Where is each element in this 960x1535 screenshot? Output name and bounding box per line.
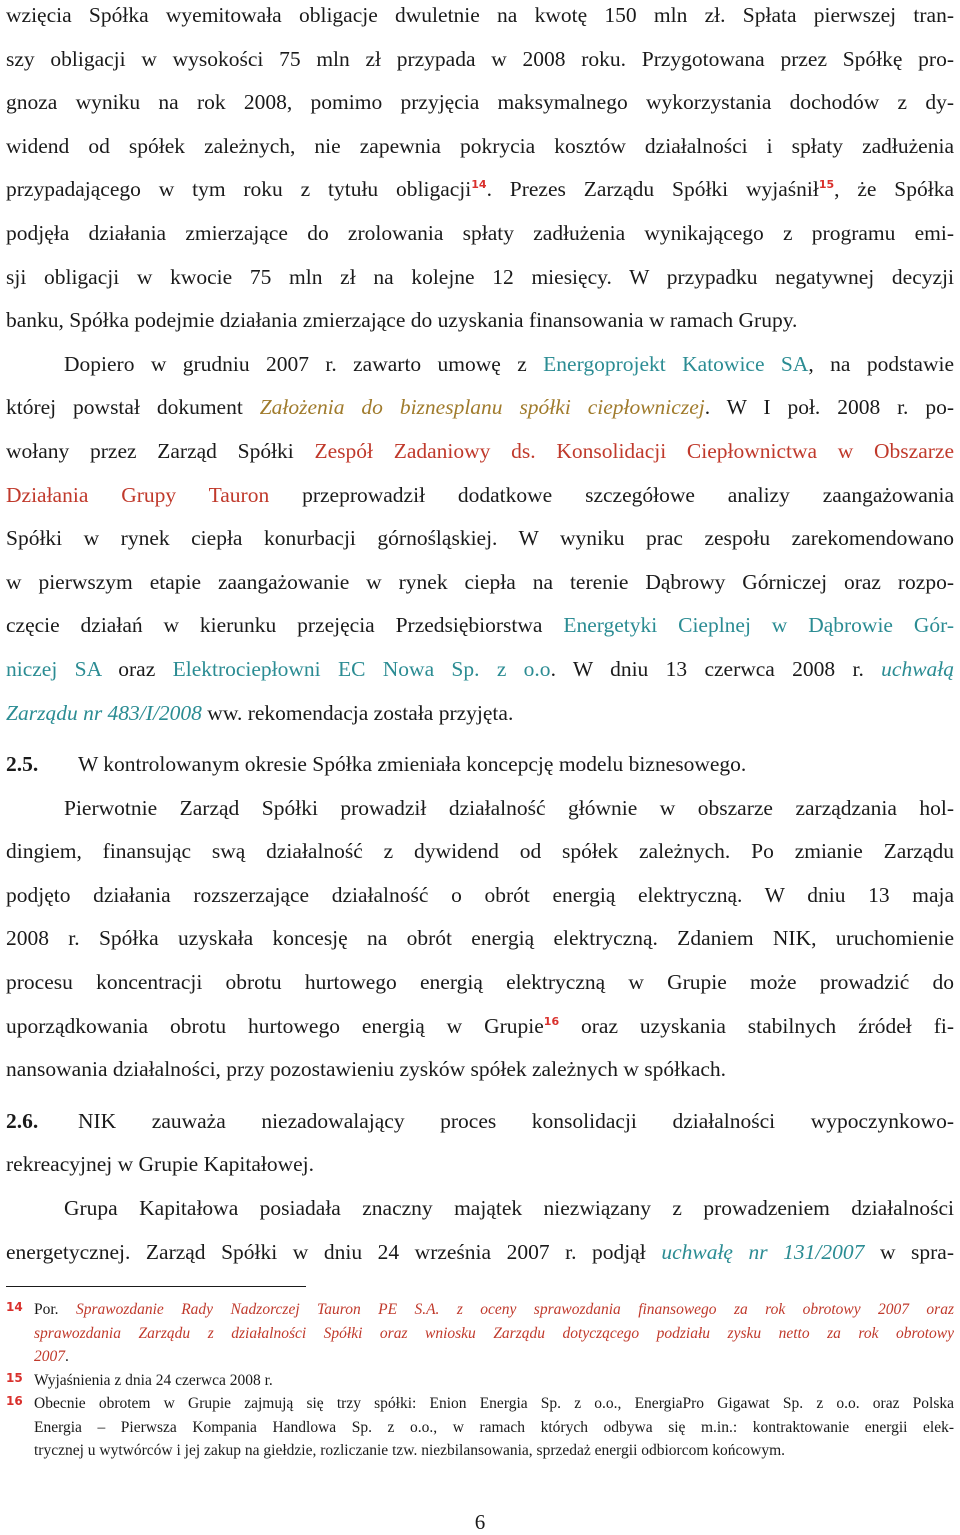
footnote-ref-16[interactable]: 16	[543, 1014, 560, 1028]
section-heading-2-6	[6, 1100, 954, 1187]
text-line	[34, 1345, 954, 1369]
footnotes	[6, 1298, 954, 1463]
link-tauron-group[interactable]: Działania Grupy Tauron	[6, 482, 270, 507]
footnote-number: 15	[6, 1370, 23, 1385]
link-resolution-131[interactable]: uchwałę nr 131/2007	[661, 1239, 865, 1264]
footnote-ref-14[interactable]: 14	[471, 178, 487, 192]
section-number: 2.6.	[6, 1108, 39, 1133]
link-ec-nowa[interactable]: Elektrociepłowni EC Nowa Sp. z o.o	[172, 656, 551, 681]
text-line	[6, 1231, 954, 1275]
text-fragment: której powstał dokument	[6, 395, 260, 420]
text-line	[6, 386, 954, 430]
text-line: Energia – Pierwsza Kompania Handlowa Sp. z o.o., w ramach których odbywa się m.in.: kontraktowanie energii elek-	[34, 1418, 954, 1436]
text-line: widend od spółek zależnych, nie zapewnia pokrycia kosztów działalności i spłaty zadłużenia	[6, 133, 954, 158]
text-fragment: w spra-	[864, 1239, 954, 1264]
footnote-ref-15[interactable]: 15	[818, 178, 835, 192]
link-pec-dabrowa[interactable]: Energetyki Cieplnej w Dąbrowie Gór-	[563, 613, 954, 638]
document-page	[6, 0, 954, 1274]
text-fragment	[536, 439, 557, 463]
text-line: Spółki w rynek ciepła konurbacji górnośląskiej. W wyniku prac zespołu zarekomendowano	[6, 526, 954, 551]
text-line: sji obligacji w kwocie 75 mln zł na kolejne 12 miesięcy. W przypadku negatywnej decyzji	[6, 264, 954, 289]
paragraph-assets	[6, 1187, 954, 1274]
text-line: Wyjaśnienia z dnia 24 czerwca 2008 r.	[34, 1371, 273, 1389]
text-line	[6, 430, 954, 474]
footnote-number: 16	[6, 1394, 23, 1408]
link-consolidation[interactable]: Konsolidacji Ciepłownictwa w Obszarze	[556, 438, 955, 463]
link-pec-dabrowa-cont[interactable]: niczej SA	[6, 656, 101, 681]
text-line: szy obligacji w wysokości 75 mln zł przypada w 2008 roku. Przygotowana przez Spółkę pro-	[6, 46, 954, 71]
text-fragment: . W I poł. 2008 r. po-	[704, 395, 954, 420]
text-fragment: oraz	[100, 656, 173, 681]
text-fragment: .	[65, 1348, 69, 1365]
footnote-16	[6, 1392, 954, 1463]
text-line: trycznej u wytwórców i jej zakup na giełdzie, rozliczanie tzw. niezbilansowania, sprzedaż energii odbiorcom końcowym.	[34, 1442, 786, 1459]
link-supervisory-report-end[interactable]: 2007	[34, 1348, 65, 1365]
text-line: Obecnie obrotem w Grupie zajmują się trzy spółki: Enion Energia Sp. z o.o., EnergiaPro Gigawat Sp. z o.o. oraz Polska	[34, 1395, 954, 1412]
text-line	[6, 343, 954, 387]
text-line: nansowania działalności, przy pozostawieniu zysków spółek zależnych w spółkach.	[6, 1057, 727, 1082]
text-line: podjęto działania rozszerzające działalność o obrót energią elektryczną. W dniu 13 maja	[6, 882, 954, 907]
text-line: banku, Spółka podejmie działania zmierzające do uzyskania finansowania w ramach Grupy.	[6, 308, 798, 333]
link-supervisory-report[interactable]: Sprawozdanie Rady Nadzorczej Tauron PE S.A. z oceny sprawozdania finansowego za rok obrotowy 2007 oraz	[75, 1301, 954, 1318]
section-heading-2-5	[6, 743, 954, 787]
section-title: W kontrolowanym okresie Spółka zmieniała koncepcję modelu biznesowego.	[78, 752, 747, 777]
text-fragment: energetycznej. Zarząd Spółki w dniu 24 września 2007 r. podjął	[6, 1239, 662, 1264]
text-fragment: , że Spółka	[834, 177, 955, 202]
link-energoprojekt[interactable]: Energoprojekt Katowice SA	[543, 351, 809, 376]
text-fragment: Dopiero w grudniu 2007 r. zawarto umowę z	[64, 351, 544, 376]
text-fragment: przypadającego w tym roku z tytułu obligacji	[6, 177, 472, 202]
text-line	[6, 168, 954, 212]
footnote-separator	[6, 1286, 306, 1287]
text-line	[34, 1322, 954, 1346]
page-number: 6	[474, 1510, 486, 1534]
section-title: NIK zauważa niezadowalający proces konsolidacji działalności wypoczynkowo-	[78, 1108, 954, 1133]
text-line: wzięcia Spółka wyemitowała obligacje dwuletnie na kwotę 150 mln zł. Spłata pierwszej tran-	[6, 3, 954, 27]
paragraph-bonds	[6, 0, 954, 343]
text-fragment: Por.	[34, 1301, 76, 1318]
text-fragment: . W dniu 13 czerwca 2008 r.	[550, 656, 882, 681]
text-fragment: ww. rekomendacja została przyjęta.	[201, 700, 514, 725]
footnote-number: 14	[6, 1300, 23, 1314]
section-number: 2.5.	[6, 752, 39, 777]
text-line: Grupa Kapitałowa posiadała znaczny majątek niezwiązany z prowadzeniem działalności	[64, 1196, 954, 1221]
paragraph-business-model	[6, 787, 954, 1092]
link-supervisory-report-cont[interactable]: sprawozdania Zarządu z działalności Spółki oraz wniosku Zarządu dotyczącego podziału zysku netto za rok obrotowy	[34, 1324, 954, 1342]
footnote-15	[6, 1369, 954, 1393]
text-fragment: oraz uzyskania stabilnych źródeł fi-	[559, 1013, 954, 1038]
text-line: 2008 r. Spółka uzyskała koncesję na obrót energią elektryczną. Zdaniem NIK, uruchomienie	[6, 926, 954, 951]
text-line	[6, 1100, 954, 1144]
text-line: dingiem, finansując swą działalność z dywidend od spółek zależnych. Po zmianie Zarządu	[6, 839, 954, 864]
text-fragment: uporządkowania obrotu hurtowego energią w Grupie	[6, 1013, 544, 1038]
text-line: procesu koncentracji obrotu hurtowego energią elektryczną w Grupie może prowadzić do	[6, 970, 954, 995]
text-fragment: . Prezes Zarządu Spółki wyjaśnił	[486, 177, 819, 202]
text-line	[6, 648, 954, 692]
text-fragment: przeprowadził dodatkowe szczegółowe analizy zaangażowania	[269, 482, 954, 507]
text-fragment: częcie działań w kierunku przejęcia Przedsiębiorstwa	[6, 613, 564, 638]
text-line	[6, 604, 954, 648]
text-line	[6, 692, 954, 736]
link-resolution-483-cont[interactable]: Zarządu nr 483/I/2008	[6, 700, 202, 725]
text-fragment: , na podstawie	[808, 351, 954, 376]
text-line: Pierwotnie Zarząd Spółki prowadził działalność głównie w obszarze zarządzania hol-	[64, 795, 954, 820]
link-task-team[interactable]: Zespół Zadaniowy ds.	[314, 438, 536, 463]
text-line	[34, 1298, 954, 1322]
text-line: gnoza wyniku na rok 2008, pomimo przyjęcia maksymalnego wykorzystania dochodów z dy-	[6, 90, 954, 115]
text-fragment: wołany przez Zarząd Spółki	[6, 438, 315, 463]
link-business-plan[interactable]: Założenia do biznesplanu spółki ciepłowniczej	[259, 395, 705, 420]
text-line: podjęła działania zmierzające do zrolowania spłaty zadłużenia wynikającego z programu emi-	[6, 220, 954, 245]
footnote-14	[6, 1298, 954, 1369]
text-line	[6, 474, 954, 518]
paragraph-heat-market	[6, 343, 954, 735]
text-line: rekreacyjnej w Grupie Kapitałowej.	[6, 1152, 315, 1177]
text-line: w pierwszym etapie zaangażowanie w rynek ciepła na terenie Dąbrowy Górniczej oraz rozpo-	[6, 569, 954, 594]
link-resolution-483[interactable]: uchwałą	[881, 656, 955, 681]
text-line	[6, 1005, 954, 1049]
